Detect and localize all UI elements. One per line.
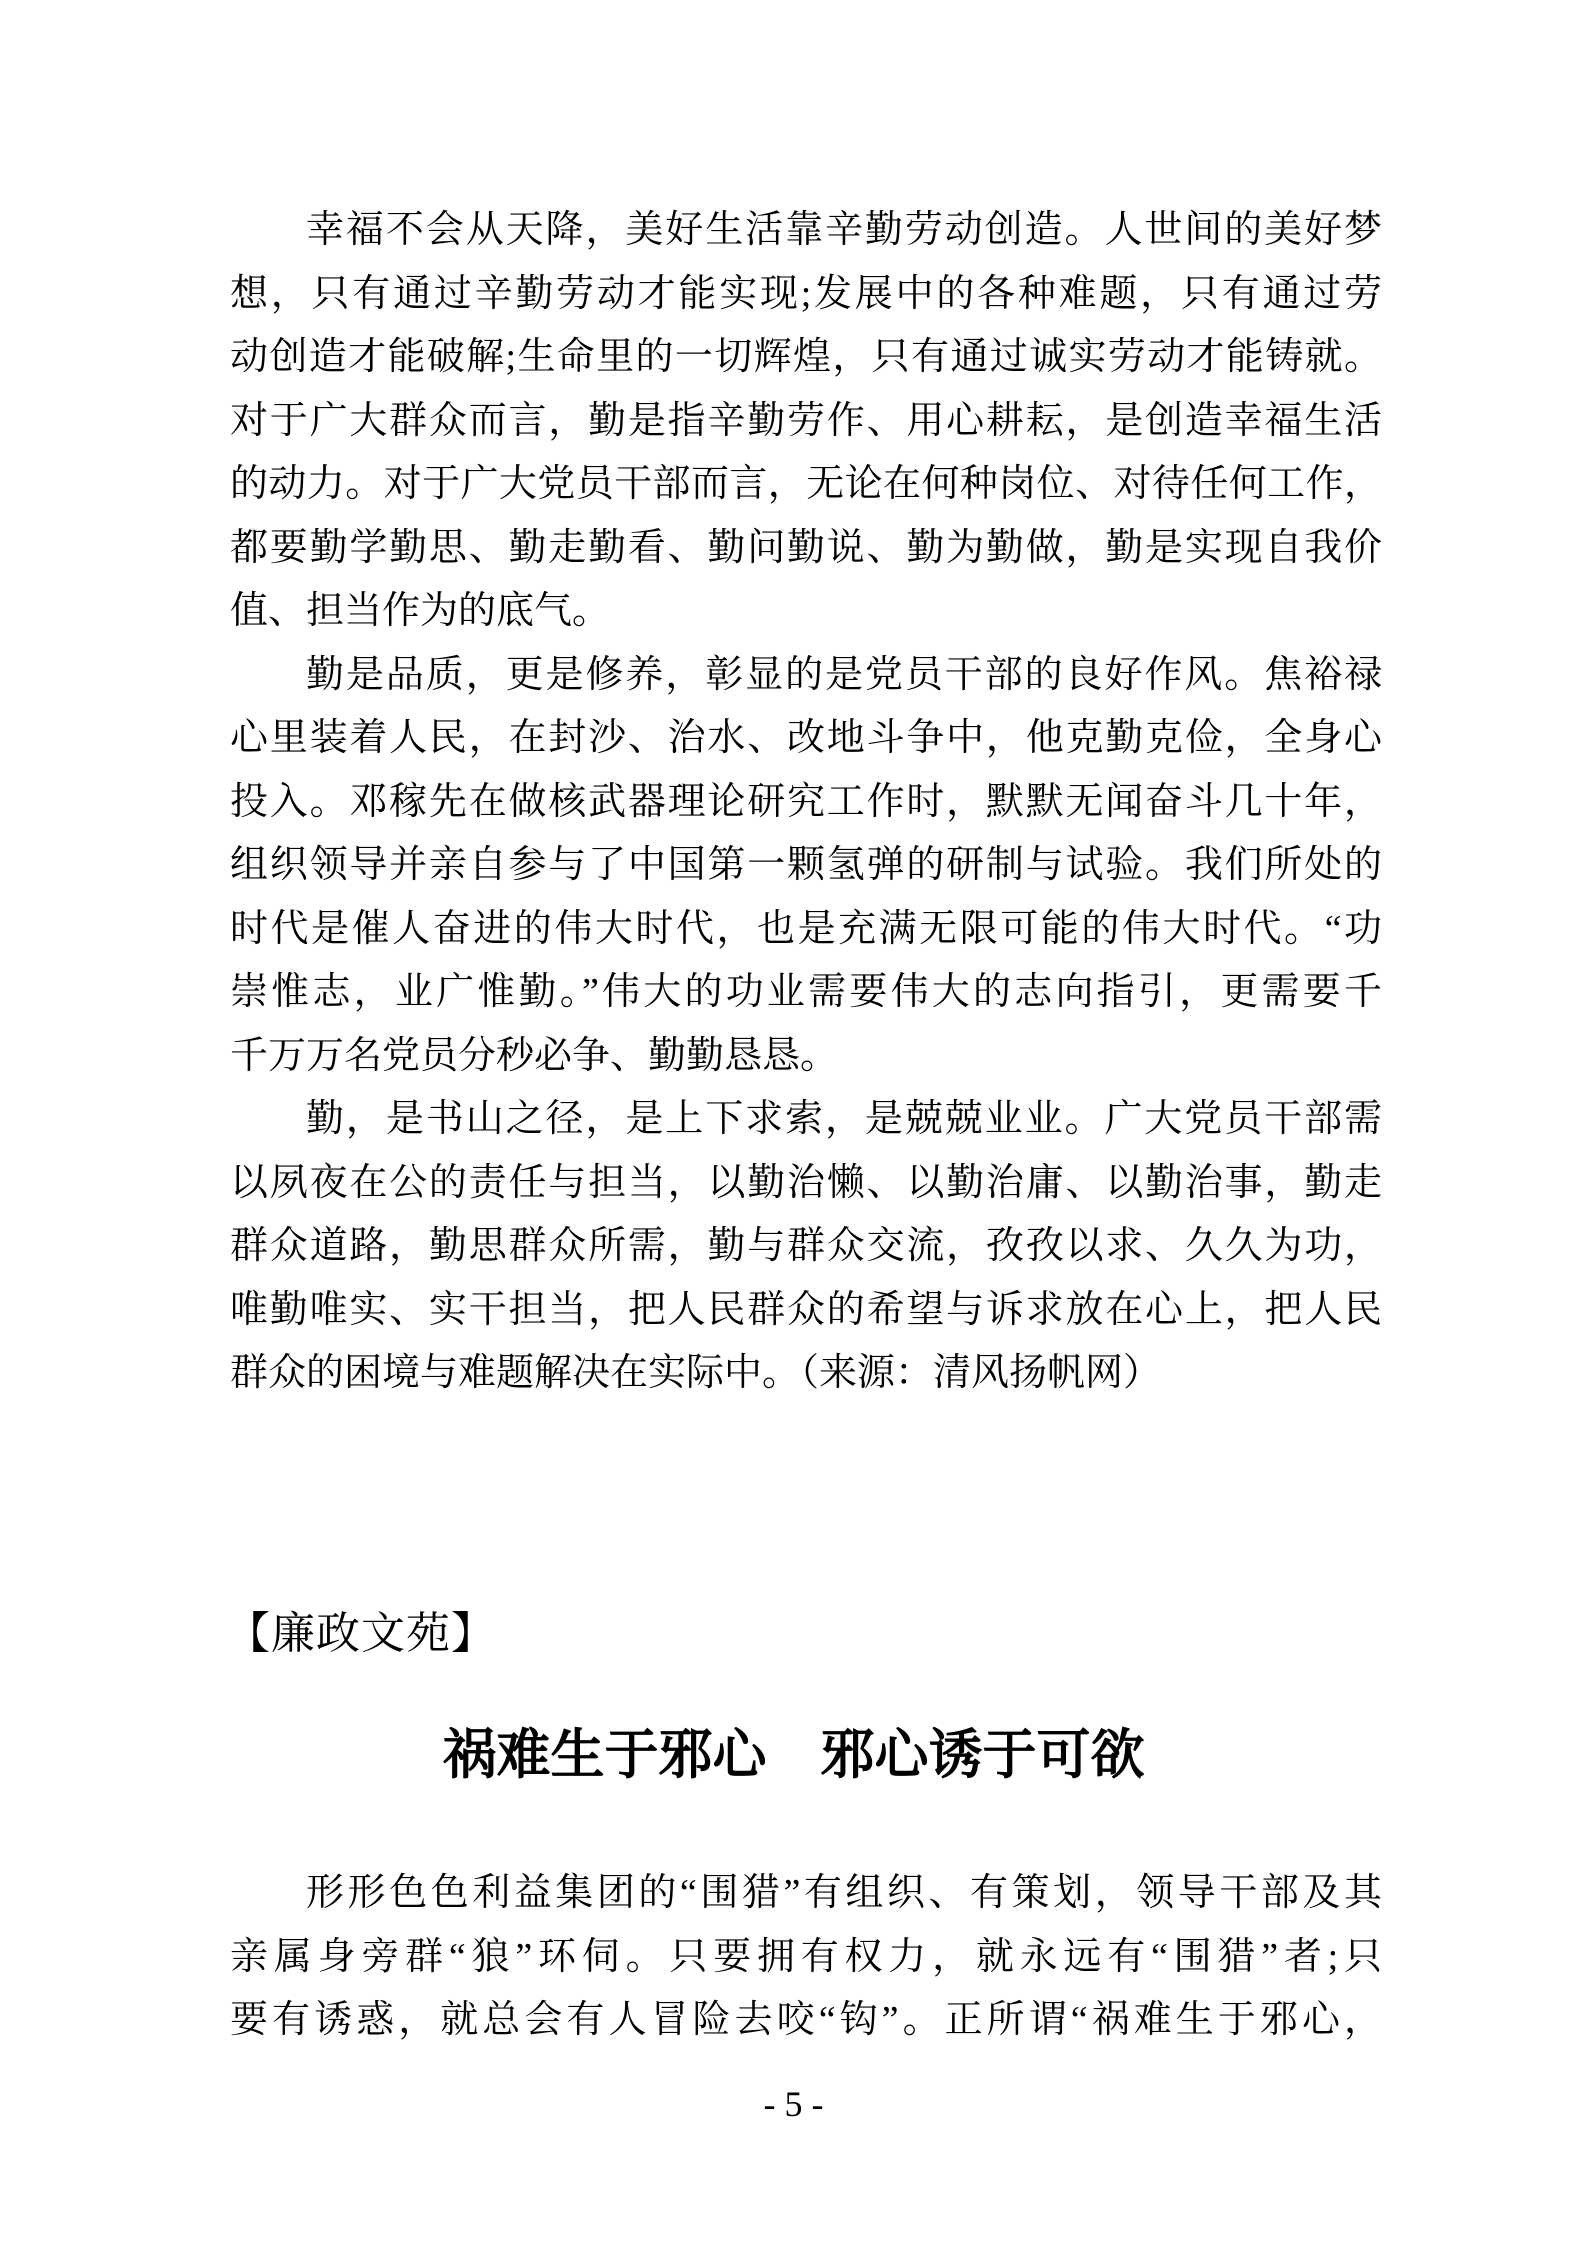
paragraph-line: 勤是品质，更是修养，彰显的是党员干部的良好作风。焦裕禄	[306, 653, 1382, 696]
paragraph-line: 幸福不会从天降，美好生活靠辛勤劳动创造。人世间的美好梦	[306, 209, 1382, 251]
paragraph-line: 要有诱惑，就总会有人冒险去咬“钩”。正所谓“祸难生于邪心，	[230, 1999, 1382, 2041]
article-body	[230, 199, 1382, 1406]
paragraph	[230, 1088, 1382, 1406]
paragraph-line: 唯勤唯实、实干担当，把人民群众的希望与诉求放在心上，把人民	[230, 1288, 1382, 1331]
paragraph-line: 心里装着人民，在封沙、治水、改地斗争中，他克勤克俭，全身心	[230, 717, 1382, 759]
paragraph-line: 勤，是书山之径，是上下求索，是兢兢业业。广大党员干部需	[306, 1098, 1382, 1140]
paragraph-line: 群众道路，勤思群众所需，勤与群众交流，孜孜以求、久久为功，	[230, 1225, 1382, 1267]
paragraph-line: 群众的困境与难题解决在实际中。（来源：清风扬帆网）	[230, 1352, 1162, 1394]
page-number: - 5 -	[763, 2084, 824, 2124]
article-title: 祸难生于邪心 邪心诱于可欲	[442, 1725, 1145, 1785]
paragraph	[230, 1862, 1382, 2053]
paragraph-line: 的动力。对于广大党员干部而言，无论在何种岗位、对待任何工作，	[230, 463, 1382, 505]
section-body	[230, 1862, 1382, 2053]
section-header: 【廉政文苑】	[226, 1609, 496, 1658]
paragraph-line: 动创造才能破解;生命里的一切辉煌，只有通过诚实劳动才能铸就。	[230, 336, 1382, 378]
paragraph-line: 崇惟志，业广惟勤。”伟大的功业需要伟大的志向指引，更需要千	[230, 971, 1382, 1013]
paragraph-line: 都要勤学勤思、勤走勤看、勤问勤说、勤为勤做，勤是实现自我价	[230, 526, 1382, 569]
paragraph	[230, 199, 1382, 644]
paragraph-line: 亲属身旁群“狼”环伺。只要拥有权力，就永远有“围猎”者;只	[230, 1935, 1382, 1978]
paragraph-line: 以夙夜在公的责任与担当，以勤治懒、以勤治庸、以勤治事，勤走	[230, 1161, 1382, 1204]
paragraph-line: 千万万名党员分秒必争、勤勤恳恳。	[230, 1034, 839, 1077]
paragraph-line: 对于广大群众而言，勤是指辛勤劳作、用心耕耘，是创造幸福生活	[230, 399, 1382, 442]
paragraph-line: 想，只有通过辛勤劳动才能实现;发展中的各种难题，只有通过劳	[230, 272, 1382, 315]
paragraph-line: 投入。邓稼先在做核武器理论研究工作时，默默无闻奋斗几十年，	[230, 780, 1382, 823]
paragraph-line: 形形色色利益集团的“围猎”有组织、有策划，领导干部及其	[306, 1872, 1382, 1914]
paragraph	[230, 644, 1382, 1089]
paragraph-line: 时代是催人奋进的伟大时代，也是充满无限可能的伟大时代。“功	[230, 907, 1382, 950]
paragraph-line: 组织领导并亲自参与了中国第一颗氢弹的研制与试验。我们所处的	[230, 844, 1382, 886]
paragraph-line: 值、担当作为的底气。	[230, 590, 611, 632]
